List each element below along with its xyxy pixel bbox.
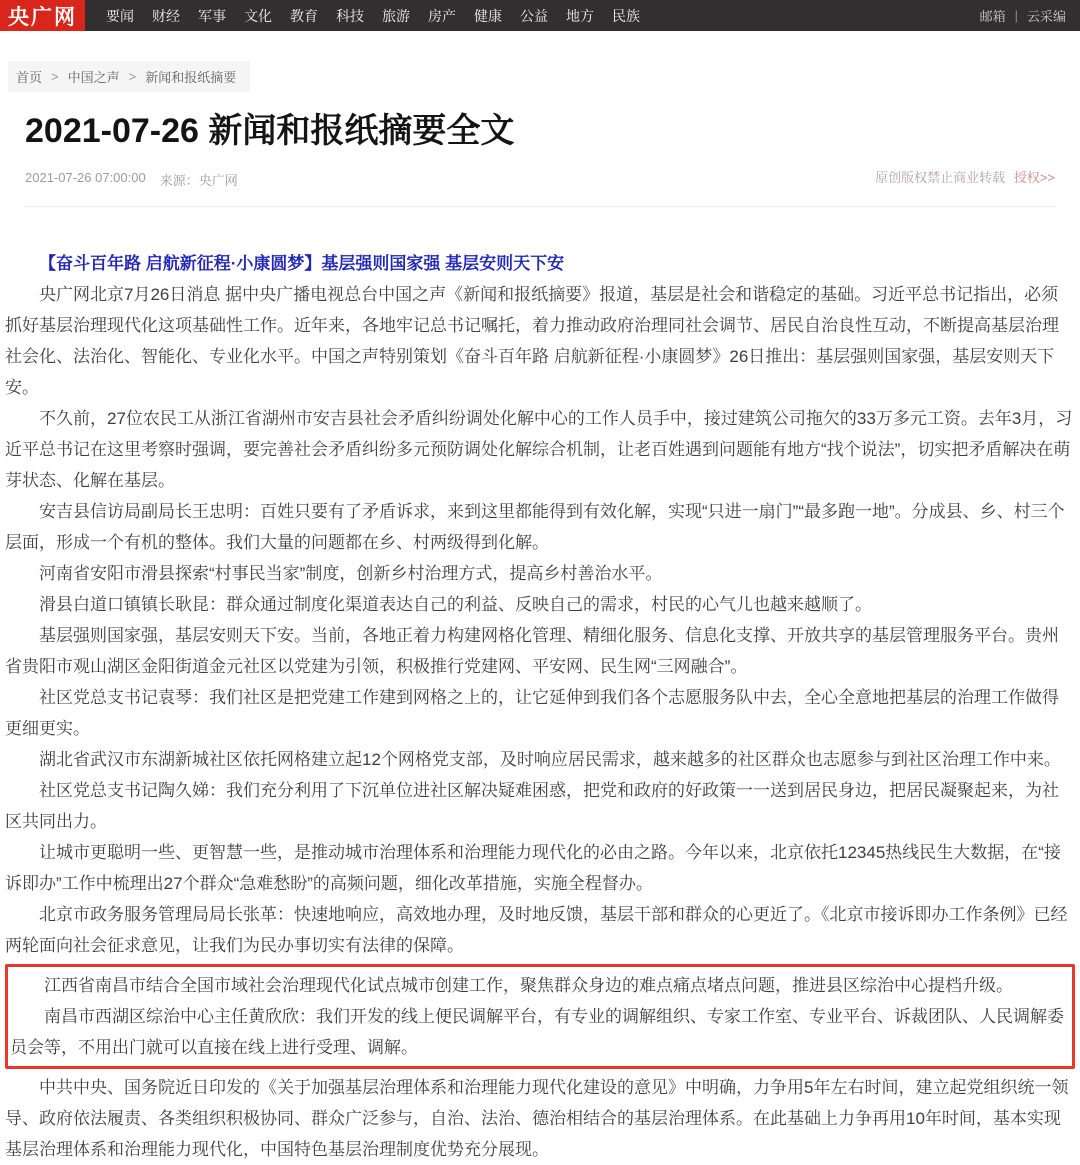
breadcrumb-voice-of-china[interactable]: 中国之声 [67, 70, 120, 85]
article-paragraph: 北京市政务服务管理局局长张革：快速地响应，高效地办理，及时地反馈，基层干部和群众的心更近了。《北京市接诉即办工作条例》已经两轮面向社会征求意见，让我们为民办事切实有法律的保障。 [5, 905, 1068, 955]
highlighted-paragraph: 江西省南昌市结合全国市域社会治理现代化试点城市创建工作，聚焦群众身边的难点痛点堵点问题，推进县区综治中心提档升级。 [44, 976, 1013, 995]
article-paragraph: 湖北省武汉市东湖新城社区依托网格建立起12个网格党支部，及时响应居民需求，越来越多的社区群众也志愿参与到社区治理工作中来。 [39, 750, 1061, 769]
nav-item-jiaoyu[interactable]: 教育 [290, 7, 318, 24]
breadcrumb-separator: > [128, 69, 137, 84]
header-divider [25, 206, 1055, 207]
nav-divider: | [1014, 8, 1018, 23]
lead-heading: 【奋斗百年路 启航新征程·小康圆梦】基层强则国家强 基层安则天下安 [39, 254, 565, 273]
cloud-edit-link[interactable]: 云采编 [1026, 9, 1066, 24]
article-body [0, 248, 1080, 1165]
top-nav-bar [0, 0, 1080, 31]
article-paragraph: 让城市更聪明一些、更智慧一些，是推动城市治理体系和治理能力现代化的必由之路。今年以来，北京依托12345热线民生大数据，在“接诉即办”工作中梳理出27个群众“急难愁盼”的高频问题，细化改革措施，实施全程督办。 [5, 843, 1061, 893]
breadcrumb-news-digest[interactable]: 新闻和报纸摘要 [145, 70, 237, 85]
copyright-notice: 原创版权禁止商业转载 [875, 170, 1006, 185]
article-paragraph: 不久前，27位农民工从浙江省湖州市安吉县社会矛盾纠纷调处化解中心的工作人员手中，接过建筑公司拖欠的33万多元工资。去年3月，习近平总书记在这里考察时强调，要完善社会矛盾纠纷多元预防调处化解综合机制，让老百姓遇到问题能有地方“找个说法”，切实把矛盾解决在萌芽状态、化解在基层。 [5, 409, 1073, 490]
article-meta [25, 167, 1055, 189]
breadcrumb-separator: > [51, 69, 59, 84]
article-paragraph: 中共中央、国务院近日印发的《关于加强基层治理体系和治理能力现代化建设的意见》中明确，力争用5年左右时间，建立起党组织统一领导、政府依法履责、各类组织积极协同、群众广泛参与，自治、法治、德治相结合的基层治理体系。在此基础上力争再用10年时间，基本实现基层治理体系和治理能力现代化，中国特色基层治理制度优势充分展现。 [5, 1078, 1069, 1159]
article-paragraph: 社区党总支书记袁琴：我们社区是把党建工作建到网格之上的，让它延伸到我们各个志愿服务队中去，全心全意地把基层的治理工作做得更细更实。 [5, 688, 1059, 738]
article-paragraph: 河南省安阳市滑县探索“村事民当家”制度，创新乡村治理方式，提高乡村善治水平。 [39, 564, 663, 583]
page-title: 2021-07-26 新闻和报纸摘要全文 [25, 112, 515, 150]
authorize-link[interactable]: 授权>> [1013, 170, 1055, 185]
breadcrumb [8, 61, 250, 92]
site-logo[interactable]: 央广网 [0, 0, 85, 31]
nav-item-wenhua[interactable]: 文化 [244, 7, 272, 24]
nav-item-junshi[interactable]: 军事 [198, 7, 226, 24]
article-paragraph: 基层强则国家强，基层安则天下安。当前，各地正着力构建网格化管理、精细化服务、信息化支撑、开放共享的基层管理服务平台。贵州省贵阳市观山湖区金阳街道金元社区以党建为引领，积极推行党建网、平安网、民生网“三网融合”。 [5, 626, 1059, 676]
article-paragraph: 安吉县信访局副局长王忠明：百姓只要有了矛盾诉求，来到这里都能得到有效化解，实现“只进一扇门”“最多跑一地”。分成县、乡、村三个层面，形成一个有机的整体。我们大量的问题都在乡、村两级得到化解。 [5, 502, 1065, 552]
publish-time: 2021-07-26 07:00:00 [25, 170, 146, 185]
nav-item-minzu[interactable]: 民族 [612, 7, 640, 24]
article-paragraph: 社区党总支书记陶久娣：我们充分利用了下沉单位进社区解决疑难困惑，把党和政府的好政策一一送到居民身边，把居民凝聚起来，为社区共同出力。 [5, 781, 1059, 831]
nav-item-lvyou[interactable]: 旅游 [382, 7, 410, 24]
nav-item-gongyi[interactable]: 公益 [520, 7, 548, 24]
article-paragraph: 滑县白道口镇镇长耿昆：群众通过制度化渠道表达自己的利益、反映自己的需求，村民的心气儿也越来越顺了。 [39, 595, 872, 614]
nav-item-fangchan[interactable]: 房产 [428, 7, 456, 24]
nav-item-jiankang[interactable]: 健康 [474, 7, 502, 24]
highlighted-paragraph: 南昌市西湖区综治中心主任黄欣欣：我们开发的线上便民调解平台，有专业的调解组织、专家工作室、专业平台、诉裁团队、人民调解委员会等，不用出门就可以直接在线上进行受理、调解。 [10, 1007, 1064, 1057]
nav-item-caijing[interactable]: 财经 [152, 7, 180, 24]
highlighted-passage-box [5, 964, 1075, 1069]
nav-item-keji[interactable]: 科技 [336, 7, 364, 24]
nav-item-difang[interactable]: 地方 [566, 7, 594, 24]
nav-item-yaowen[interactable]: 要闻 [106, 7, 134, 24]
nav-menu [97, 6, 649, 26]
breadcrumb-home[interactable]: 首页 [16, 70, 43, 85]
source-label: 来源：央广网 [159, 173, 238, 188]
nav-utility-links [980, 6, 1066, 25]
article-paragraph: 央广网北京7月26日消息 据中央广播电视总台中国之声《新闻和报纸摘要》报道，基层是社会和谐稳定的基础。习近平总书记指出，必须抓好基层治理现代化这项基础性工作。近年来，各地牢记总书记嘱托，着力推动政府治理同社会调节、居民自治良性互动，不断提高基层治理社会化、法治化、智能化、专业化水平。中国之声特别策划《奋斗百年路 启航新征程·小康圆梦》26日推出：基层强则国家强，基层安则天下安。 [5, 285, 1059, 397]
mailbox-link[interactable]: 邮箱 [979, 9, 1006, 24]
